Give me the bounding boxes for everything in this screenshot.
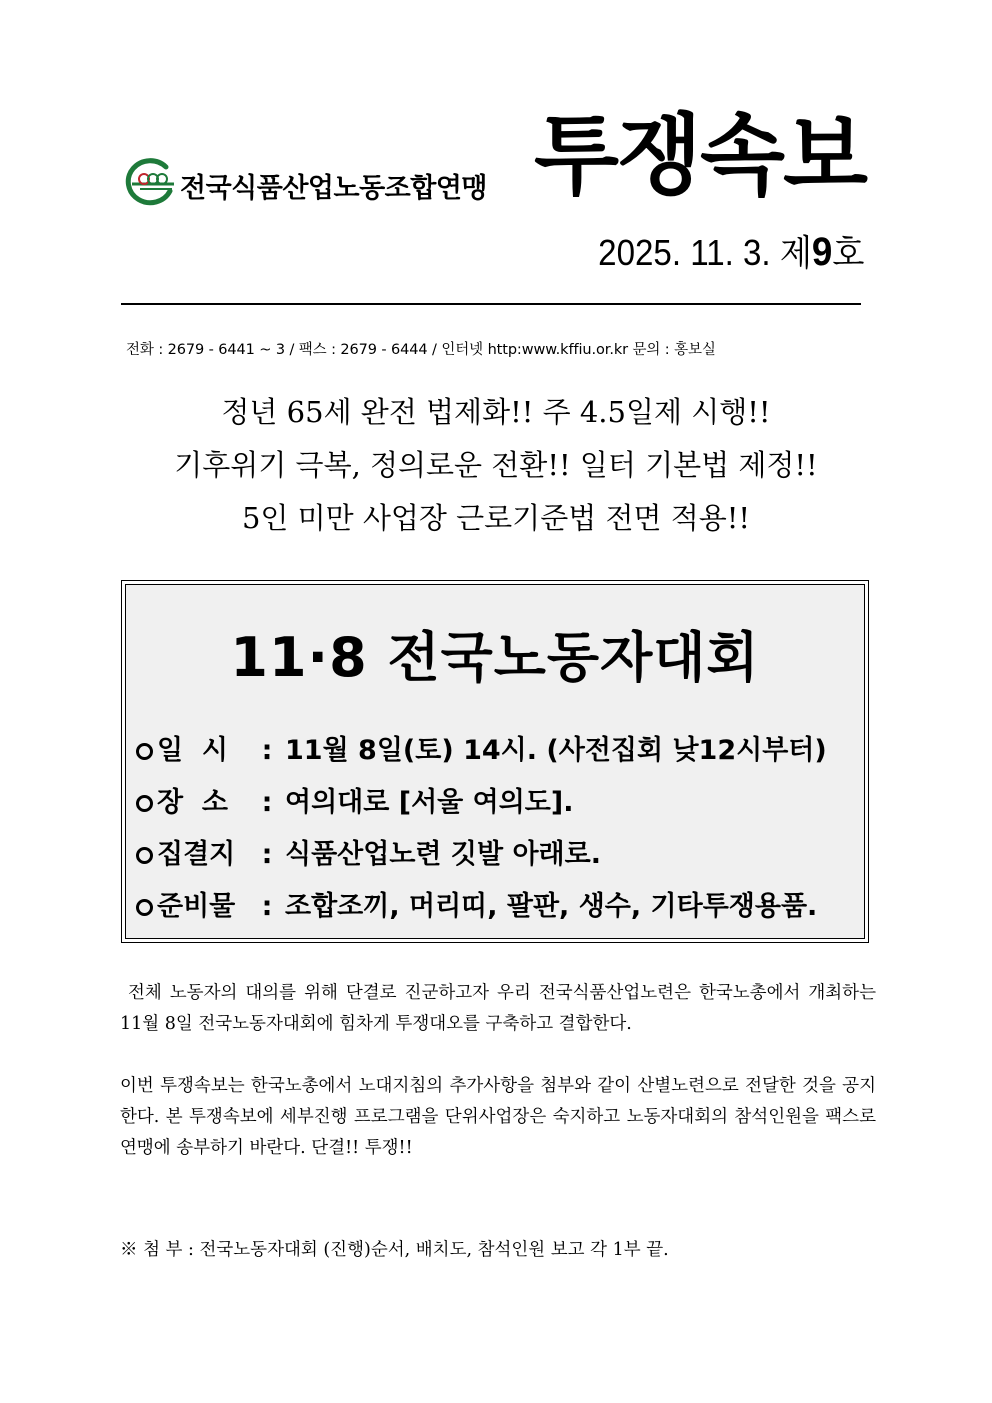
slogans	[100, 386, 892, 545]
event-row-label: 장 소	[157, 787, 228, 818]
issue-suffix: 호	[832, 232, 864, 273]
event-row-value: 식품산업노련 깃발 아래로.	[285, 839, 601, 870]
event-title: 11·8 전국노동자대회	[230, 626, 760, 689]
event-row-separator: :	[261, 735, 273, 766]
header-divider	[121, 303, 861, 305]
document-title: 투쟁속보	[533, 104, 866, 207]
bullet-icon	[136, 795, 153, 812]
body-paragraph: 전체 노동자의 대의를 위해 단결로 진군하고자 우리 전국식품산업노련은 한국노총에서 개최하는 11월 8일 전국노동자대회에 힘차게 투쟁대오를 구축하고 결합한다.	[120, 983, 882, 1034]
contact-info: 전화 : 2679 - 6441 ~ 3 / 팩스 : 2679 - 6444 / 인터넷 http:www.kffiu.or.kr 문의 : 홍보실	[126, 342, 716, 358]
event-row-value: 여의대로 [서울 여의도].	[285, 787, 574, 818]
event-row-separator: :	[261, 891, 273, 922]
slogan-line: 정년 65세 완전 법제화!! 주 4.5일제 시행!!	[221, 395, 771, 429]
body-text	[120, 978, 882, 1164]
bullet-icon	[136, 899, 153, 916]
event-details	[136, 725, 866, 933]
event-row-location	[136, 777, 866, 829]
event-row-supplies	[136, 881, 866, 933]
event-info-panel	[125, 584, 865, 939]
event-row-value: 11월 8일(토) 14시. (사전집회 낮12시부터)	[285, 735, 827, 766]
event-info-box	[121, 580, 869, 943]
event-row-separator: :	[261, 839, 273, 870]
slogan-line: 5인 미만 사업장 근로기준법 전면 적용!!	[241, 501, 751, 535]
event-row-label: 준비물	[157, 891, 236, 922]
issue-date-number	[598, 232, 864, 272]
org-logo-block	[122, 156, 542, 216]
body-paragraph: 이번 투쟁속보는 한국노총에서 노대지침의 추가사항을 첨부와 같이 산별노련으로 전달한 것을 공지한다. 본 투쟁속보에 세부진행 프로그램을 단위사업장은 숙지하고 노동자대회의 참석인원을 팩스로 연맹에 송부하기 바란다. 단결!! 투쟁!!	[120, 1076, 876, 1158]
slogan-line: 기후위기 극복, 정의로운 전환!! 일터 기본법 제정!!	[174, 448, 818, 482]
bullet-icon	[136, 743, 153, 760]
event-row-separator: :	[261, 787, 273, 818]
event-row-assembly	[136, 829, 866, 881]
org-name: 전국식품산업노동조합연맹	[180, 173, 487, 204]
event-row-label: 집결지	[157, 839, 236, 870]
event-row-label: 일 시	[157, 735, 228, 766]
issue-number: 9	[811, 230, 833, 274]
event-row-datetime	[136, 725, 866, 777]
bullet-icon	[136, 847, 153, 864]
event-row-value: 조합조끼, 머리띠, 팔판, 생수, 기타투쟁용품.	[285, 891, 818, 922]
union-logo-icon	[122, 158, 178, 208]
issue-date: 2025. 11. 3. 제	[597, 232, 812, 273]
attachment-note: ※ 첨 부 : 전국노동자대회 (진행)순서, 배치도, 참석인원 보고 각 1부 끝.	[120, 1240, 669, 1260]
